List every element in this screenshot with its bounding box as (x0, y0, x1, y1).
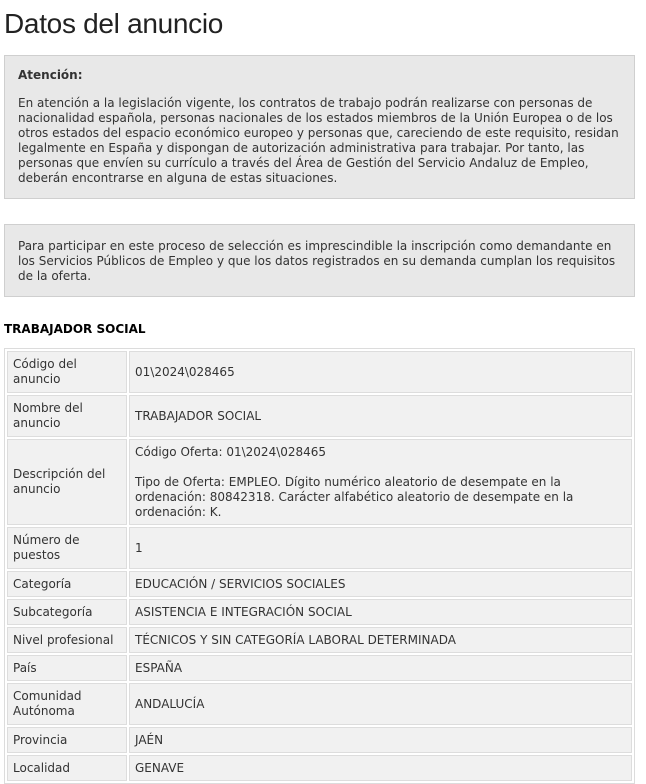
table-row (7, 727, 632, 753)
row-label: Código del anuncio (7, 351, 127, 393)
description-code: Código Oferta: 01\2024\028465 (135, 444, 327, 459)
row-value: GENAVE (129, 755, 632, 781)
table-row (7, 351, 632, 393)
participation-notice (4, 224, 635, 297)
row-value: 1 (129, 527, 632, 569)
row-value: ASISTENCIA E INTEGRACIÓN SOCIAL (129, 599, 632, 625)
table-row (7, 627, 632, 653)
row-label: Provincia (7, 727, 127, 753)
row-value: ANDALUCÍA (129, 683, 632, 725)
row-value: TÉCNICOS Y SIN CATEGORÍA LABORAL DETERMINADA (129, 627, 632, 653)
table-row (7, 683, 632, 725)
row-label: Nombre del anuncio (7, 395, 127, 437)
table-row (7, 655, 632, 681)
row-value: EDUCACIÓN / SERVICIOS SOCIALES (129, 571, 632, 597)
row-value: ESPAÑA (129, 655, 632, 681)
offer-title: TRABAJADOR SOCIAL (4, 322, 146, 336)
offer-details-table (4, 348, 635, 784)
row-label: Nivel profesional (7, 627, 127, 653)
row-value (129, 439, 632, 525)
attention-notice (4, 55, 635, 199)
description-type: Tipo de Oferta: EMPLEO. Dígito numérico aleatorio de desempate en la ordenación: 80842318. Carácter alfabético aleatorio de desempate en la ordenación: K. (135, 474, 574, 519)
page-title: Datos del anuncio (4, 8, 224, 39)
row-value: 01\2024\028465 (129, 351, 632, 393)
row-value: TRABAJADOR SOCIAL (129, 395, 632, 437)
description-spacer (135, 460, 626, 475)
table-row (7, 755, 632, 781)
row-label: Descripción del anuncio (7, 439, 127, 525)
row-value: JAÉN (129, 727, 632, 753)
participation-text: Para participar en este proceso de selección es imprescindible la inscripción como demandante en los Servicios Públicos de Empleo y que los datos registrados en su demanda cumplan los requisitos de la oferta. (18, 239, 616, 283)
attention-heading: Atención: (18, 68, 83, 82)
table-row (7, 527, 632, 569)
row-label: Número de puestos (7, 527, 127, 569)
row-label: Categoría (7, 571, 127, 597)
row-label: Comunidad Autónoma (7, 683, 127, 725)
row-label: Localidad (7, 755, 127, 781)
table-row (7, 395, 632, 437)
row-label: País (7, 655, 127, 681)
table-row (7, 599, 632, 625)
table-row (7, 571, 632, 597)
row-label: Subcategoría (7, 599, 127, 625)
attention-text: En atención a la legislación vigente, los contratos de trabajo podrán realizarse con personas de nacionalidad española, personas nacionales de los estados miembros de la Unión Europea o de los otros estados del espacio económico europeo y personas que, careciendo de este requisito, residan legalmente en España y dispongan de autorización administrativa para trabajar. Por tanto, las personas que envíen su currículo a través del Área de Gestión del Servicio Andaluz de Empleo, deberán encontrarse en alguna de estas situaciones. (18, 96, 619, 185)
table-row (7, 439, 632, 525)
